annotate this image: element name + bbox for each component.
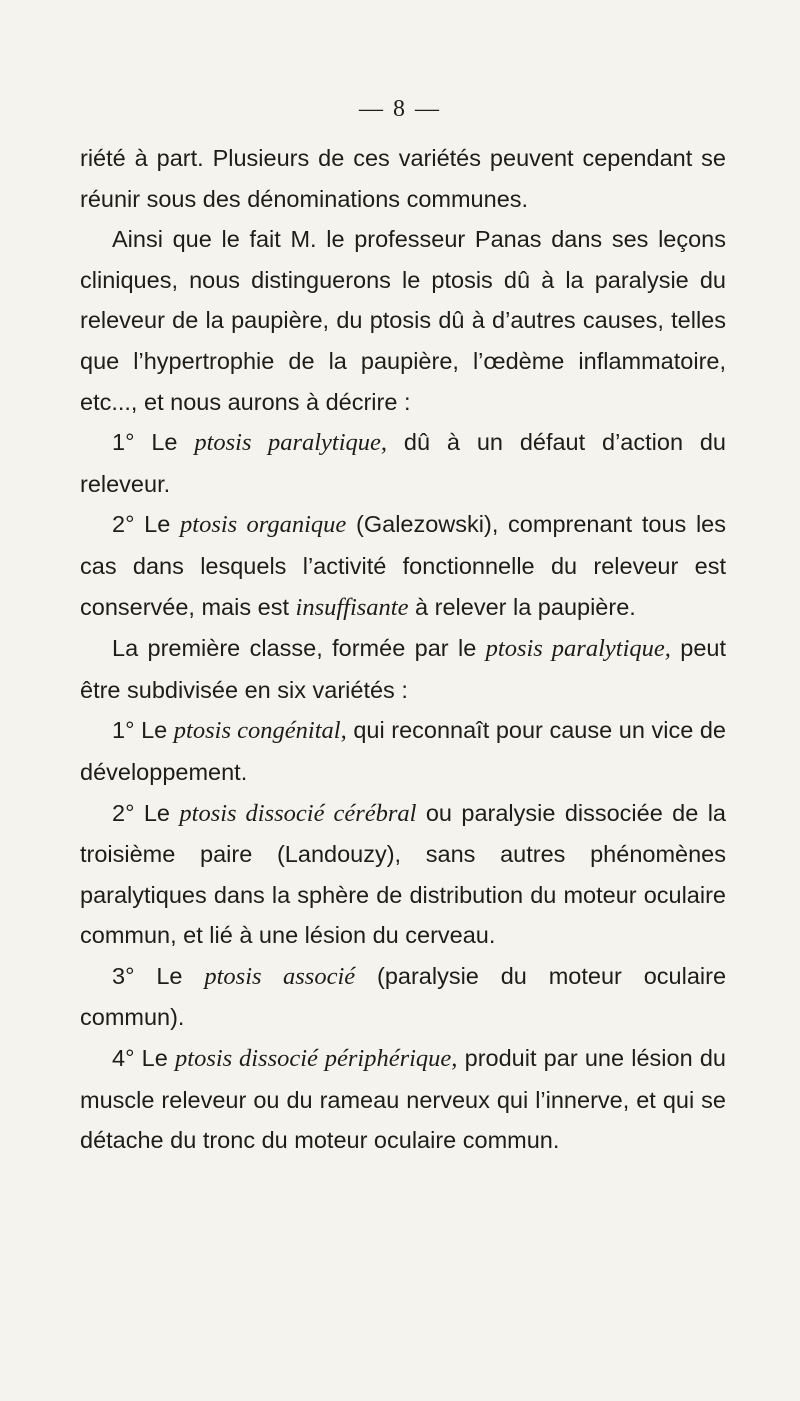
item-text: dû à un défaut d’action du releveur. xyxy=(80,429,727,497)
italic-term: ptosis dissocié cérébral xyxy=(179,799,417,827)
article: Le xyxy=(141,1045,168,1072)
paragraph-classification xyxy=(80,628,726,710)
page-number: — 8 — xyxy=(359,96,441,122)
item-text: produit par une lésion du muscle releveur ou du rameau nerveux qui l’innerve, et qui se détache du tronc du moteur oculaire commun. xyxy=(80,1045,727,1154)
italic-term: ptosis paralytique, xyxy=(194,429,388,457)
item-text: ou paralysie dissociée de la troisième paire (Landouzy), sans autres phénomènes paralytiques dans la sphère de distribution du moteur oculaire commun, et lié à une lésion du cerveau. xyxy=(80,799,726,949)
variety-1-congenital xyxy=(80,710,726,792)
list-number: 4° xyxy=(112,1045,135,1072)
paragraph-intro: Ainsi que le fait M. le professeur Panas dans ses leçons cliniques, nous distinguerons le ptosis dû à la paralysie du releveur de la paupière, du ptosis dû à d’autres causes, telles que l’hypertrophie de la paupière, l’œdème inflammatoire, etc..., et nous aurons à décrire : xyxy=(80,226,726,415)
article: Le xyxy=(151,429,178,456)
paragraph-text: La première classe, formée par le xyxy=(112,635,477,662)
variety-3-associe xyxy=(80,956,726,1038)
italic-term-insuffisante: insuffisante xyxy=(295,593,409,621)
article: Le xyxy=(156,962,183,989)
list-number: 2° xyxy=(112,511,135,538)
italic-term: ptosis associé xyxy=(204,962,356,990)
list-number: 2° xyxy=(112,799,135,826)
list-number: 1° xyxy=(112,717,135,744)
italic-term: ptosis dissocié périphérique, xyxy=(175,1045,458,1073)
body-text xyxy=(80,138,726,1161)
item-text: (paralysie du moteur oculaire commun). xyxy=(80,962,727,1031)
list-item-1-paralytique xyxy=(80,422,726,504)
list-number: 3° xyxy=(112,962,135,989)
italic-term: ptosis paralytique, xyxy=(485,635,671,663)
variety-4-dissocie-peripherique xyxy=(80,1038,726,1161)
italic-term: ptosis congénital, xyxy=(173,717,347,745)
item-text: (Galezowski), comprenant tous les cas dans lesquels l’activité fonctionnelle du releveur est conservée, mais est xyxy=(80,511,726,620)
article: Le xyxy=(141,717,168,744)
list-number: 1° xyxy=(112,429,135,456)
paragraph-continuation: riété à part. Plusieurs de ces variétés peuvent cependant se réunir sous des dénominations communes. xyxy=(80,145,726,212)
list-item-2-organique xyxy=(80,504,726,628)
paragraph-text-end: peut être subdivisée en six variétés : xyxy=(80,635,726,703)
item-text-end: à relever la paupière. xyxy=(415,593,636,620)
italic-term: ptosis organique xyxy=(180,511,347,539)
article: Le xyxy=(143,799,170,826)
item-text: qui reconnaît pour cause un vice de développement. xyxy=(80,717,727,785)
article: Le xyxy=(144,511,171,538)
variety-2-dissocie-cerebral xyxy=(80,793,726,956)
